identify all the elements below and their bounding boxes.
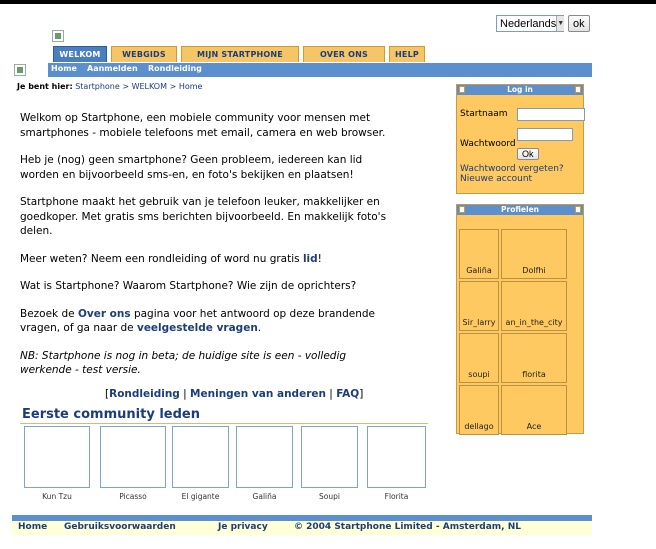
profile-name[interactable]: florita — [522, 370, 546, 379]
profile-name[interactable]: Galiña — [466, 266, 492, 275]
profile-cell[interactable] — [501, 385, 567, 435]
intro-paragraph: Heb je (nog) geen smartphone? Geen probleem, iedereen kan lid worden en bijvoorbeeld sms-en, en foto's bekijken en plaatsen! — [20, 154, 363, 181]
members-list — [24, 426, 434, 501]
profile-cell[interactable] — [501, 281, 567, 331]
member-photo[interactable] — [236, 426, 293, 488]
breadcrumb — [17, 82, 202, 91]
breadcrumb-prefix: Je bent hier: — [17, 82, 73, 91]
language-ok-button[interactable]: ok — [568, 15, 590, 32]
tab-welkom[interactable]: WELKOM — [53, 46, 107, 62]
profile-name[interactable]: dellago — [464, 422, 494, 431]
profile-name[interactable]: an_in_the_city — [505, 318, 563, 327]
text: Bezoek de — [20, 307, 78, 320]
separator: | — [325, 388, 337, 400]
beta-note — [20, 349, 390, 378]
tab-help[interactable]: HELP — [389, 46, 425, 62]
corner-icon — [459, 206, 465, 213]
link-lid[interactable]: lid — [302, 252, 318, 265]
member-card[interactable] — [236, 426, 293, 501]
member-card[interactable] — [172, 426, 229, 501]
bracket: [ — [105, 388, 110, 400]
login-title: Log in — [507, 85, 533, 94]
link-rondleiding[interactable]: Rondleiding — [109, 388, 180, 400]
username-input[interactable] — [517, 108, 585, 121]
link-over-ons[interactable]: Over ons — [77, 307, 131, 320]
profile-name[interactable]: soupi — [468, 370, 490, 379]
profiles-title: Profielen — [501, 205, 539, 214]
corner-icon — [575, 206, 581, 213]
subnav-aanmelden[interactable]: Aanmelden — [87, 64, 138, 73]
bracket: ] — [359, 388, 364, 400]
profile-cell[interactable] — [459, 281, 499, 331]
language-dropdown[interactable] — [496, 15, 564, 32]
profile-cell[interactable] — [501, 229, 567, 279]
subnav-home[interactable]: Home — [51, 64, 77, 73]
profile-cell[interactable] — [501, 333, 567, 383]
intro-paragraph: Wat is Startphone? Waarom Startphone? Wie zijn de oprichters? — [20, 280, 357, 292]
beta-note-text: NB: Startphone is nog in beta; de huidige site is een - volledig werkende - test versie. — [20, 349, 347, 376]
text: ! — [317, 252, 322, 265]
member-photo[interactable] — [172, 426, 229, 488]
intro-paragraph: Startphone maakt het gebruik van je telefoon leuker, makkelijker en goedkoper. Met gratis sms berichten bijvoorbeeld. En makkelijk foto's delen. — [20, 196, 387, 237]
sub-nav-bar — [48, 63, 592, 77]
breadcrumb-home: Home — [178, 82, 203, 91]
profile-name[interactable]: Dolfhi — [522, 266, 546, 275]
tab-mijn-startphone[interactable]: MIJN STARTPHONE — [181, 46, 299, 62]
profile-cell[interactable] — [459, 333, 499, 383]
language-selector — [496, 15, 590, 32]
separator: | — [179, 388, 191, 400]
username-label: Startnaam — [460, 109, 508, 119]
member-name[interactable]: Galiña — [252, 492, 277, 501]
subnav-rondleiding[interactable]: Rondleiding — [148, 64, 202, 73]
breadcrumb-sep: > — [169, 82, 177, 91]
password-input[interactable] — [517, 128, 573, 141]
member-photo[interactable] — [367, 426, 426, 488]
member-name[interactable]: Picasso — [119, 492, 147, 501]
member-photo[interactable] — [24, 426, 90, 488]
text: pagina voor het antwoord op deze brandende vragen, of ga naar de — [20, 307, 375, 334]
password-label: Wachtwoord — [460, 139, 516, 149]
profiles-panel — [456, 204, 584, 434]
footer-privacy-link[interactable]: Je privacy — [218, 522, 268, 532]
member-card[interactable] — [301, 426, 358, 501]
member-photo[interactable] — [301, 426, 358, 488]
top-border — [0, 0, 656, 4]
broken-image-icon — [14, 64, 26, 76]
language-selected: Nederlands — [500, 17, 557, 30]
member-name[interactable]: Kun Tzu — [42, 492, 72, 501]
members-title: Eerste community leden — [22, 407, 200, 422]
text: Meer weten? Neem een rondleiding of word nu gratis — [20, 252, 303, 265]
login-ok-button[interactable]: Ok — [517, 148, 539, 160]
login-panel — [456, 84, 584, 194]
quick-links — [105, 388, 363, 400]
new-account-link[interactable]: Nieuwe account — [460, 174, 533, 184]
divider — [20, 423, 428, 424]
profile-cell[interactable] — [459, 229, 499, 279]
footer-copyright: © 2004 Startphone Limited - Amsterdam, NL — [294, 522, 521, 532]
profile-cell[interactable] — [459, 385, 499, 435]
breadcrumb-sep: > — [122, 82, 130, 91]
breadcrumb-startphone[interactable]: Startphone — [75, 82, 120, 91]
forgot-password-link[interactable]: Wachtwoord vergeten? — [460, 164, 564, 174]
breadcrumb-welkom[interactable]: WELKOM — [131, 82, 168, 91]
tab-webgids[interactable]: WEBGIDS — [111, 46, 177, 62]
member-name[interactable]: Soupi — [319, 492, 340, 501]
member-card[interactable] — [100, 426, 166, 501]
footer-home-link[interactable]: Home — [18, 522, 48, 532]
corner-icon — [459, 86, 465, 93]
intro-paragraph — [20, 307, 390, 336]
member-name[interactable]: El gigante — [181, 492, 220, 501]
intro-paragraph — [20, 252, 390, 267]
profile-name[interactable]: Sir_larry — [462, 318, 496, 327]
member-card[interactable] — [24, 426, 90, 501]
intro-text — [20, 111, 390, 391]
profiles-header — [457, 205, 583, 215]
intro-paragraph: Welkom op Startphone, een mobiele community voor mensen met smartphones - mobiele telefoons met email, camera en web browser. — [20, 112, 386, 139]
profile-name[interactable]: Ace — [526, 422, 542, 431]
corner-icon — [575, 86, 581, 93]
member-card[interactable] — [367, 426, 426, 501]
footer-terms-link[interactable]: Gebruiksvoorwaarden — [64, 522, 176, 532]
broken-image-icon — [52, 30, 64, 42]
text: . — [257, 322, 262, 334]
member-photo[interactable] — [100, 426, 166, 488]
member-name[interactable]: Florita — [384, 492, 409, 501]
link-veelgestelde-vragen[interactable]: veelgestelde vragen — [136, 322, 258, 334]
tab-over-ons[interactable]: OVER ONS — [303, 46, 385, 62]
link-meningen[interactable]: Meningen van anderen — [190, 388, 326, 400]
link-faq[interactable]: FAQ — [336, 388, 360, 400]
footer — [12, 521, 592, 535]
login-header — [457, 85, 583, 95]
chevron-down-icon[interactable]: ▼ — [556, 16, 564, 31]
